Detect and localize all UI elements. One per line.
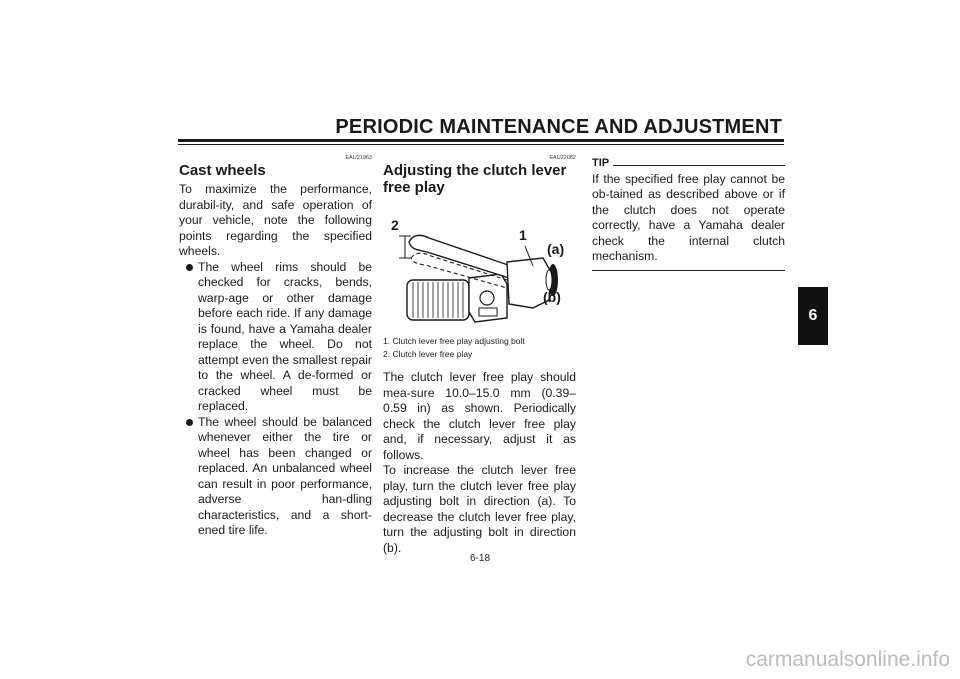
section-tab-number: 6 bbox=[808, 307, 818, 324]
bullet-icon bbox=[186, 264, 193, 271]
page-number: 6-18 bbox=[469, 553, 490, 564]
bullet-list bbox=[179, 260, 372, 539]
figure-caption: 2. Clutch lever free play bbox=[383, 349, 473, 359]
figure-label-a: (a) bbox=[547, 241, 565, 257]
figure-label-b: (b) bbox=[543, 289, 561, 305]
list-item-text: The wheel rims should be checked for cracks, bends, warp-age or other damage before each ride. If any damage is found, have a Yamaha dealer replace the wheel. Do not attempt even the smallest repair to the wheel. A de-formed or cracked wheel must be replaced. bbox=[198, 259, 372, 413]
tip-header bbox=[592, 156, 785, 172]
figure-captions bbox=[383, 335, 576, 361]
header-rule bbox=[178, 139, 784, 142]
clutch-lever-figure bbox=[383, 200, 576, 325]
column-cast-wheels bbox=[179, 150, 372, 539]
section-code: EAU22082 bbox=[549, 155, 576, 161]
tip-label: TIP bbox=[592, 157, 610, 169]
list-item bbox=[179, 415, 372, 539]
section-heading: Adjusting the clutch lever free play bbox=[383, 162, 567, 196]
list-item bbox=[179, 260, 372, 415]
column-clutch-lever bbox=[383, 150, 576, 556]
section-heading: Cast wheels bbox=[179, 162, 266, 179]
clutch-lever-illustration bbox=[383, 200, 576, 325]
tip-text: If the specified free play cannot be ob-tained as described above or if the clutch does not operate correctly, have a Yamaha dealer check the internal clutch mechanism. bbox=[592, 171, 785, 263]
column-tip bbox=[592, 150, 785, 271]
figure-label-two: 2 bbox=[391, 217, 399, 233]
body-paragraph: The clutch lever free play should mea-sure 10.0–15.0 mm (0.39–0.59 in) as shown. Periodically check the clutch lever free play and, if necessary, adjust it as follows. bbox=[383, 370, 576, 462]
intro-paragraph: To maximize the performance, durabil-ity, and safe operation of your vehicle, note the following points regarding the specified wheels. bbox=[179, 182, 372, 258]
body-paragraph: To increase the clutch lever free play, turn the clutch lever free play adjusting bolt in direction (a). To decrease the clutch lever free play, turn the adjusting bolt in direction (b). bbox=[383, 463, 576, 555]
section-tab bbox=[798, 287, 828, 345]
tip-end-rule bbox=[592, 270, 785, 271]
tip-rule bbox=[613, 165, 785, 166]
figure-caption: 1. Clutch lever free play adjusting bolt bbox=[383, 336, 525, 346]
figure-label-one: 1 bbox=[519, 227, 527, 243]
watermark: carmanualsonline.info bbox=[745, 648, 950, 671]
header-rule-thin bbox=[178, 144, 784, 145]
bullet-icon bbox=[186, 419, 193, 426]
section-code: EAU21963 bbox=[345, 155, 372, 161]
list-item-text: The wheel should be balanced whenever either the tire or wheel has been changed or replaced. An unbalanced wheel can result in poor performance, adverse han-dling characteristics, and a short-ened tire life. bbox=[198, 414, 372, 537]
page-title: PERIODIC MAINTENANCE AND ADJUSTMENT bbox=[335, 116, 782, 138]
